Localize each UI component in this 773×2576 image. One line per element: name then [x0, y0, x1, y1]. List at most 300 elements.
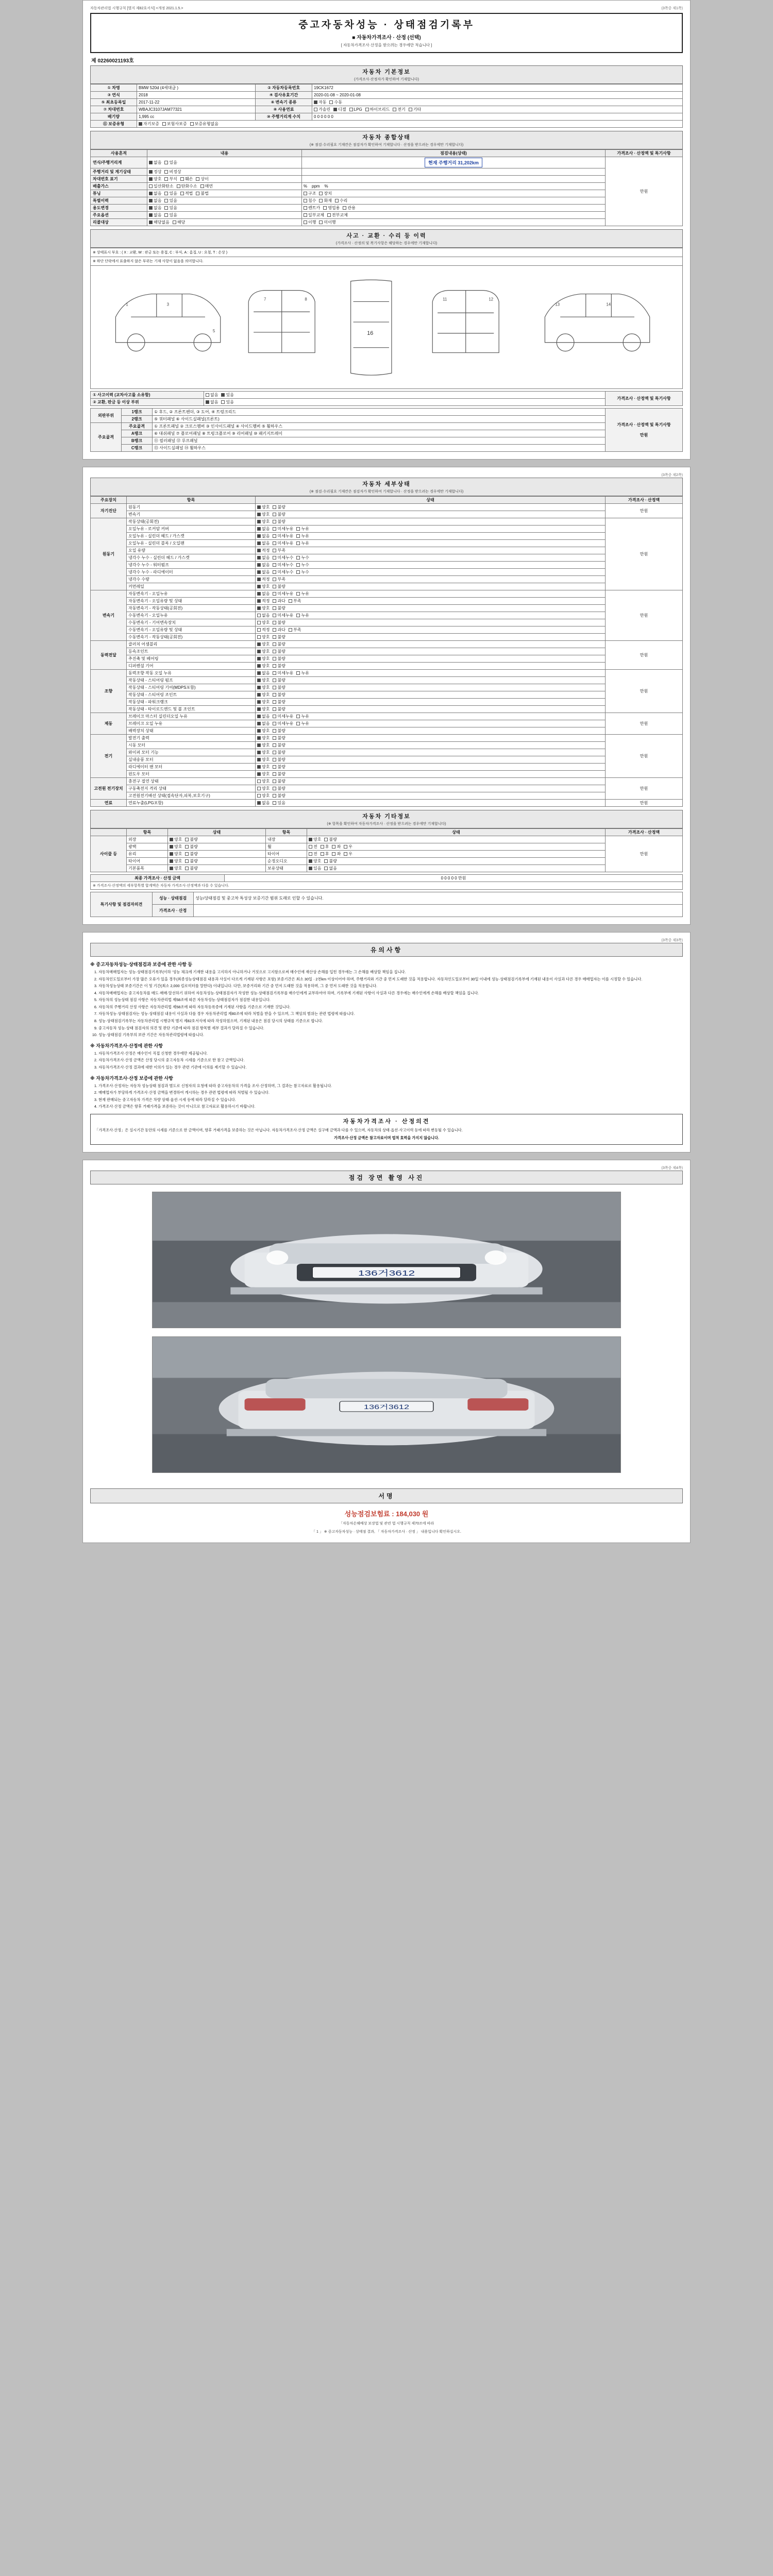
table-row [91, 504, 683, 511]
table-row [91, 598, 683, 605]
photo-front-svg [153, 1192, 620, 1328]
engine-cc-value: 1,995 cc [137, 113, 256, 121]
detail-state-3-3: 양호 불량 [256, 663, 606, 670]
total-row-6-content: 없음 있음 [147, 205, 302, 212]
emission-values: % ppm % [302, 183, 606, 190]
detail-state-1-7: 없음 미세누수 누수 [256, 569, 606, 576]
insurance-price-label: 성능점검보험료 : [344, 1510, 394, 1518]
table-row [91, 670, 683, 677]
table-row [91, 212, 683, 219]
basic-label2-2: ⑥ 변속기 종류 [256, 99, 312, 106]
usage-change-extra: 렌트카 영업용 관용 [302, 205, 606, 212]
table-row [91, 626, 683, 634]
detail-item-2-5: 수동변속기 - 오일유량 및 상태 [127, 626, 256, 634]
svg-text:11: 11 [443, 297, 447, 302]
page-title: 중고자동차성능 · 상태점검기록부 [298, 20, 475, 30]
footer-note-1: 「자동차손해배상 보장법 및 관련 법 시행규칙 제70조에 따라 [339, 1521, 434, 1526]
svg-text:1: 1 [126, 302, 128, 307]
parts-price-cell: 가격조사 · 산정액 및 특기사항 만원 [606, 409, 683, 452]
detail-item-1-0: 작동상태(공회전) [127, 518, 256, 526]
basic-value2-1: 2020-01-08 ~ 2020-01-08 [312, 92, 683, 99]
notice-list-3 [90, 1083, 683, 1110]
detail-item-6-0: 발전기 출력 [127, 735, 256, 742]
photo-rear-svg [153, 1337, 620, 1472]
basic-value-0: BMW 520d (4세대급 ) [137, 84, 256, 92]
table-row [91, 851, 683, 858]
table-row [91, 735, 683, 742]
detail-item-4-3: 작동상태 - 스티어링 조인트 [127, 691, 256, 699]
detail-group-8: 연료 [91, 800, 127, 807]
total-head-1: 내용 [147, 150, 302, 157]
parts-outer-label: 외판부위 [91, 409, 122, 423]
detail-state-0-0: 양호 불량 [256, 504, 606, 511]
table-row [91, 742, 683, 749]
accident-row-value-1: 없음 있음 [204, 399, 606, 406]
detail-item-4-4: 작동상태 - 파워크랭크 [127, 699, 256, 706]
total-row-5-content: 없음 있음 [147, 197, 302, 205]
parts-rank-table [90, 408, 683, 452]
detail-item-7-2: 고전원전기배선 상태(접속단자,피복,보호기구) [127, 792, 256, 800]
total-condition-table [90, 149, 683, 226]
list-item: 1. 가격조사·산정자는 자동차 성능상태 점검과 별도로 신청자의 요청에 따라 중고자동차의 가격을 조사·산정하며, 그 결과는 참고자료로 활용됩니다. [98, 1083, 683, 1089]
detail-state-1-0: 양호 불량 [256, 518, 606, 526]
parts-rank-1: 2랭크 [122, 416, 153, 423]
detail-item-2-1: 자동변속기 - 오일유량 및 상태 [127, 598, 256, 605]
detail-state-5-2: 양호 불량 [256, 727, 606, 735]
warranty-label: ⑪ 보증유형 [91, 121, 137, 128]
detail-state-3-0: 양호 불량 [256, 641, 606, 648]
detail-item-6-3: 실내송풍 모터 [127, 756, 256, 764]
detail-state-3-2: 양호 불량 [256, 655, 606, 663]
table-row [91, 684, 683, 691]
detail-state-2-5: 적정 과다 부족 [256, 626, 606, 634]
detail-item-1-4: 오일 유량 [127, 547, 256, 554]
etc-side-label: 사이클 등 [91, 836, 127, 872]
recall-extra: 이행 미이행 [302, 219, 606, 226]
table-row [91, 157, 683, 168]
notice-section-2-title: ※ 자동차가격조사·산정에 관한 사항 [90, 1043, 163, 1048]
total-head-3: 가격조사 · 산정액 및 특기사항 [606, 150, 683, 157]
total-row-2-title: 차대번호 표기 [91, 176, 147, 183]
list-item: 7. 자동차성능·상태점검자는 성능·상태점검 내용이 사실과 다를 경우 자동차관리법 제80조에 따라 처벌을 받을 수 있으며, 그 책임의 범위는 관련 법령에 따릅니다. [98, 1011, 683, 1017]
total-row-2-content: 양호 부식 훼손 상이 [147, 176, 302, 183]
table-row [91, 756, 683, 764]
parts-items-2: ① 프론트패널 ② 크로스멤버 ③ 인사이드패널 ④ 사이드멤버 ⑤ 휠하우스 [153, 423, 606, 430]
detail-group-7: 고전원 전기장치 [91, 778, 127, 800]
table-row [91, 749, 683, 756]
detail-head-2: 상태 [256, 497, 606, 504]
basic-label2-0: ② 자동차등록번호 [256, 84, 312, 92]
detail-group-5: 제동 [91, 713, 127, 735]
svg-text:16: 16 [367, 330, 374, 336]
basic-info-table [90, 84, 683, 128]
total-row-3-title: 배출가스 [91, 183, 147, 190]
detail-state-4-5: 양호 불량 [256, 706, 606, 713]
total-row-0-title: 연식/주행거리계 [91, 157, 147, 168]
document-title-box [90, 13, 683, 53]
table-row [91, 219, 683, 226]
table-row [91, 648, 683, 655]
table-row [91, 706, 683, 713]
list-item: 9. 중고자동차 성능·상태 점검자의 의견 및 판단 기준에 따라 점검 항목별 세부 결과가 달라질 수 있습니다. [98, 1026, 683, 1031]
sign-band: 서명 [90, 1488, 683, 1503]
detail-group-6: 전기 [91, 735, 127, 778]
table-row [91, 634, 683, 641]
basic-value2-0: 19CK1672 [312, 84, 683, 92]
table-row [91, 205, 683, 212]
detail-item-1-9: 커먼레일 [127, 583, 256, 590]
detail-state-8-0: 없음 있음 [256, 800, 606, 807]
document-subnote: [ 자동차가격조사·산정을 받으려는 경우에만 적습니다 ] [341, 43, 432, 47]
basic-label2-1: ④ 검사유효기간 [256, 92, 312, 99]
basic-value-2: 2017-11-22 [137, 99, 256, 106]
table-row [91, 190, 683, 197]
detail-price-5: 만원 [606, 713, 683, 735]
list-item: 2. 자동차가격조사·산정 금액은 산정 당시의 중고자동차 시세를 기준으로 한 참고 금액입니다. [98, 1058, 683, 1063]
table-row [91, 720, 683, 727]
parts-rank-5: C랭크 [122, 445, 153, 452]
total-row-4-title: 튜닝 [91, 190, 147, 197]
table-row [91, 691, 683, 699]
special-note-table [90, 892, 683, 917]
etc-head-1b: 상태 [307, 829, 606, 836]
svg-text:5: 5 [212, 328, 215, 333]
detail-head-0: 주요장치 [91, 497, 127, 504]
detail-state-4-0: 없음 미세누유 누유 [256, 670, 606, 677]
table-row [91, 605, 683, 612]
table-row [91, 764, 683, 771]
detail-item-1-7: 냉각수 누수 - 라디에이터 [127, 569, 256, 576]
detail-price-7: 만원 [606, 778, 683, 800]
parts-rank-2: 주요골격 [122, 423, 153, 430]
photo-rear [152, 1336, 621, 1473]
detail-item-1-3: 오일누유 - 실린더 블록 / 오일팬 [127, 540, 256, 547]
table-row [91, 176, 683, 183]
special-note-label: 특기사항 및 점검자의견 [91, 892, 153, 917]
detail-item-8-0: 연료누출(LPG포함) [127, 800, 256, 807]
detail-state-2-4: 양호 불량 [256, 619, 606, 626]
detail-price-2: 만원 [606, 590, 683, 641]
detail-item-2-0: 자동변속기 - 오일누유 [127, 590, 256, 598]
detail-item-5-0: 브레이크 마스터 실린더오일 누유 [127, 713, 256, 720]
band-sub-total: (※ 점검·수리필요 기재칸은 점검자가 확인하여 기재합니다 · 산정을 받으려는 경우에만 기재합니다) [309, 143, 464, 147]
detail-state-1-8: 적정 부족 [256, 576, 606, 583]
svg-text:3: 3 [166, 302, 169, 307]
list-item: 2. 자동차인도일로부터 가장 많은 오류가 있을 경우(최종성능상태점검 내용과 사실이 다르게 기재된 사항은 포함) 보증기간은 최소 30일 · 2천km 이상이어야 하며, 주행거리와 기간 중 먼저 도래한 것을 적용합니다. 자동차인도일로부터 30일 이내에 성능·상태점검기록부에 기재된 내용이 사실과 다른 경우 매매업자는 이를 시정할 수 있습니다. [98, 977, 683, 982]
diagram-guide-1: ※ 상태표시 부호 : ( X : 교환, W : 판금 또는 용접, C : 부식, A : 흠집, U : 요철, T : 손상 ) [90, 248, 683, 257]
detail-state-1-4: 적정 부족 [256, 547, 606, 554]
car-damage-diagram [90, 265, 683, 389]
etc-head-0: 항목 [127, 829, 168, 836]
band-sub-etc: (※ 항목을 확인하여 자동차가격조사 · 산정을 받으려는 경우에만 기재합니다) [327, 822, 446, 826]
detail-price-6: 만원 [606, 735, 683, 778]
parts-rank-3: A랭크 [122, 430, 153, 437]
detail-item-1-8: 냉각수 수량 [127, 576, 256, 583]
total-row-4-content: 없음 있음 적법 불법 [147, 190, 302, 197]
table-row [91, 540, 683, 547]
etc-item2-4: 보유상태 [266, 865, 307, 872]
basic-value-3: WBAJC3107JAM77321 [137, 106, 256, 113]
total-row-7-content: 없음 있음 [147, 212, 302, 219]
page-3 [82, 932, 691, 1153]
price-opinion-bold: 가격조사·산정 금액은 참고자료이며 법적 효력을 가지지 않습니다. [334, 1136, 439, 1141]
page-header-note [90, 6, 683, 11]
total-row-3-content: 일산화탄소 탄화수소 매연 [147, 183, 302, 190]
tuning-extra: 구조 장치 [302, 190, 606, 197]
table-row [91, 865, 683, 872]
detail-condition-table [90, 496, 683, 807]
detail-item-5-2: 배력장치 상태 [127, 727, 256, 735]
detail-item-7-1: 구동축전지 격리 상태 [127, 785, 256, 792]
parts-frame-label: 주요골격 [91, 423, 122, 452]
etc-state-0: 양호 불량 [168, 836, 266, 843]
detail-item-4-1: 작동상태 - 스티어링 펌프 [127, 677, 256, 684]
detail-group-4: 조향 [91, 670, 127, 713]
detail-price-1: 만원 [606, 518, 683, 590]
section-band-detail [90, 478, 683, 496]
etc-item-4: 기본품목 [127, 865, 168, 872]
total-row-0-content: 없음 있음 [147, 157, 302, 168]
svg-text:7: 7 [263, 297, 266, 302]
etc-item-2: 유리 [127, 851, 168, 858]
parts-items-1: ⑤ 쿼터패널 ⑥ 사이드실패널(프론트) [153, 416, 606, 423]
table-row [91, 590, 683, 598]
detail-state-2-3: 없음 미세누유 누유 [256, 612, 606, 619]
detail-item-1-2: 오일누유 - 실린더 헤드 / 가스켓 [127, 533, 256, 540]
notice-band: 유의사항 [90, 943, 683, 957]
price-opinion-box [90, 1114, 683, 1145]
etc-state2-2: 전 후 좌 우 [307, 851, 606, 858]
etc-item2-0: 내장 [266, 836, 307, 843]
detail-state-2-6: 양호 불량 [256, 634, 606, 641]
detail-price-4: 만원 [606, 670, 683, 713]
notice-section-1-title: ※ 중고자동차성능·상태점검과 보증에 관한 사항 등 [90, 962, 193, 967]
section-band-total [90, 131, 683, 149]
etc-item-3: 타이어 [127, 858, 168, 865]
detail-item-4-5: 작동상태 - 타이로드엔드 및 볼 조인트 [127, 706, 256, 713]
detail-item-6-5: 윈도우 모터 [127, 771, 256, 778]
svg-text:12: 12 [489, 297, 494, 302]
price-opinion-body: 「가격조사·산정」은 실시기간 동안의 시세를 기준으로 한 금액이며, 향후 거래가격을 보증하는 것은 아닙니다. 자동차가격조사·산정 금액은 실구매 금액과 다를 수 있으며, 자동차의 상태·옵션·사고이력 등에 따라 변동될 수 있습니다. [95, 1128, 463, 1133]
odometer-label: ⑩ 주행거리계 수치 [256, 113, 312, 121]
etc-table [90, 828, 683, 872]
accident-price-header: 가격조사 · 산정액 및 특기사항 [606, 392, 683, 406]
table-row [91, 699, 683, 706]
band-label-total: 자동차 종합상태 [362, 134, 411, 141]
photo-section [90, 1184, 683, 1488]
footer-note-2: 「 1 」 ※ 중고자동차성능 · 상태점 결과, 「 자동차가격조사 · 산정 」 내용입니다 확인하십시오. [312, 1530, 461, 1534]
band-label-basic: 자동차 기본정보 [362, 69, 411, 75]
table-row [91, 677, 683, 684]
detail-state-4-1: 양호 불량 [256, 677, 606, 684]
list-item: 1. 자동차매매업자는 성능·상태점검기록부(이하 '성능 체크에 기재한 내용을 고지하지 아니하거나 거짓으로 고지함으로써 매수인에 재산상 손해를 입힌 경우에는 그 손해를 배상할 책임을 집니다. [98, 970, 683, 975]
license-plate-front: 136거3612 [358, 1269, 415, 1278]
detail-head-1: 항목 [127, 497, 256, 504]
page-2 [82, 467, 691, 925]
warranty-options: 자기보증 보험사보증 보증유형없음 [137, 121, 683, 128]
detail-state-1-6: 없음 미세누수 누수 [256, 562, 606, 569]
page-4 [82, 1160, 691, 1543]
page3-number: (3쪽중 제3쪽) [661, 939, 683, 942]
table-row [91, 836, 683, 843]
basic-label-0: ① 차명 [91, 84, 137, 92]
detail-state-4-3: 양호 불량 [256, 691, 606, 699]
detail-state-6-5: 양호 불량 [256, 771, 606, 778]
detail-item-3-2: 추진축 및 베어링 [127, 655, 256, 663]
table-row [91, 800, 683, 807]
detail-item-2-4: 수동변속기 - 기어변속장치 [127, 619, 256, 626]
total-row-1-extra [302, 168, 606, 176]
detail-item-6-1: 시동 모터 [127, 742, 256, 749]
etc-state-3: 양호 불량 [168, 858, 266, 865]
detail-item-6-4: 라디에이터 팬 모터 [127, 764, 256, 771]
table-row [91, 792, 683, 800]
detail-item-1-1: 오일누유 - 로커암 커버 [127, 526, 256, 533]
table-row [91, 612, 683, 619]
band-label-etc: 자동차 기타정보 [362, 814, 411, 820]
table-row [91, 785, 683, 792]
list-item: 4. 자동차매매업자는 중고자동차를 매도·매매·알선하기 위하여 자동차성능·상태점검자가 작성한 성능·상태점검기록부를 매수인에게 교부하여야 하며, 기록부에 기재된 사항이 사실과 다른 경우에는 매수인에게 손해를 배상할 책임을 집니다. [98, 991, 683, 996]
etc-state2-3: 양호 불량 [307, 858, 606, 865]
transmission-options: 자동 수동 [312, 99, 683, 106]
table-row [91, 533, 683, 540]
etc-state-1: 양호 불량 [168, 843, 266, 851]
detail-state-1-3: 없음 미세누유 누유 [256, 540, 606, 547]
notice-list-1 [90, 970, 683, 1038]
table-row [91, 858, 683, 865]
detail-item-5-1: 브레이크 오일 누유 [127, 720, 256, 727]
detail-state-4-2: 양호 불량 [256, 684, 606, 691]
etc-state2-1: 전 후 좌 우 [307, 843, 606, 851]
total-row-2-extra [302, 176, 606, 183]
total-head-2: 점검내용(상태) [302, 150, 606, 157]
etc-item-1: 광택 [127, 843, 168, 851]
page3-header-note [90, 938, 683, 943]
table-row [91, 168, 683, 176]
section-band-basic [90, 65, 683, 84]
accident-row-value-0: 없음 있음 [204, 392, 606, 399]
detail-head-3: 가격조사 · 산정액 [606, 497, 683, 504]
option-extra: 일부교체 전부교체 [302, 212, 606, 219]
list-item: 3. 현재 판매되는 중고자동차 가격은 차량 상태·옵션·시세 등에 따라 달라질 수 있습니다. [98, 1097, 683, 1103]
table-row [91, 197, 683, 205]
etc-state2-0: 양호 불량 [307, 836, 606, 843]
etc-item2-3: 순정오디오 [266, 858, 307, 865]
list-item: 1. 자동차가격조사·산정은 매수인이 직접 신청한 경우에만 제공됩니다. [98, 1051, 683, 1057]
table-row [91, 511, 683, 518]
list-item: 5. 자동차의 성능상태 점검 사항은 자동차관리법 제58조에 따른 자동차성능·상태점검자가 점검한 내용입니다. [98, 997, 683, 1003]
final-price-label: 최종 가격조사 · 산정 금액 [91, 875, 225, 882]
detail-price-0: 만원 [606, 504, 683, 518]
page2-header-note [90, 472, 683, 478]
list-item: 3. 자동차성능상태 보증기간은 이 및 기간(최소 2,000 킬로미터를 말한다) 이내입니다. 다만, 보증거리와 기간 중 먼저 도래한 것을 적용하며, 그 중 먼저 도래한 것을 적용합니다. [98, 984, 683, 989]
page4-number: (3쪽중 제4쪽) [661, 1166, 683, 1170]
detail-state-6-2: 양호 불량 [256, 749, 606, 756]
detail-group-0: 자기진단 [91, 504, 127, 518]
band-label-accident: 사고 · 교환 · 수리 등 이력 [346, 233, 427, 239]
accident-row-label-1: ② 교환, 판금 등 이상 부위 [91, 399, 204, 406]
form-reference: 자동차관리법 시행규칙 [별지 제82호서식] <개정 2021.1.5.> [90, 7, 183, 10]
detail-item-6-2: 와이퍼 모터 기능 [127, 749, 256, 756]
table-row [91, 518, 683, 526]
table-row [91, 183, 683, 190]
detail-state-6-3: 양호 불량 [256, 756, 606, 764]
fuel-options: 가솔린 디젤 LPG 하이브리드 전기 기타 [312, 106, 683, 113]
document-subtitle: ■ 자동차가격조사 · 산정 (선택) [352, 35, 421, 41]
page-1 [82, 0, 691, 460]
page2-number: (3쪽중 제2쪽) [661, 473, 683, 477]
document-number: 제 02260021193호 [91, 58, 134, 64]
detail-item-1-5: 냉각수 누수 - 실린더 헤드 / 가스켓 [127, 554, 256, 562]
diagram-guide-2: ※ 하단 단락에서 표출하지 않은 부위는 기재 사항이 없음을 의미합니다. [90, 257, 683, 265]
detail-state-2-2: 양호 불량 [256, 605, 606, 612]
detail-state-7-0: 양호 불량 [256, 778, 606, 785]
svg-text:13: 13 [555, 302, 560, 307]
table-row [91, 619, 683, 626]
page-number: (3쪽중 제1쪽) [661, 7, 683, 10]
etc-head-1: 상태 [168, 829, 266, 836]
photo-band: 점검 장면 촬영 사진 [90, 1171, 683, 1184]
table-row [91, 562, 683, 569]
notice-list-2 [90, 1051, 683, 1071]
table-row [91, 641, 683, 648]
basic-label-2: ⑤ 최초등록일 [91, 99, 137, 106]
detail-item-2-6: 수동변속기 - 작동상태(공회전) [127, 634, 256, 641]
detail-state-3-1: 양호 불량 [256, 648, 606, 655]
detail-state-2-0: 없음 미세누유 누유 [256, 590, 606, 598]
table-row [91, 526, 683, 533]
engine-cc-label: 배기량 [91, 113, 137, 121]
detail-item-7-0: 충전구 절연 상태 [127, 778, 256, 785]
table-row [91, 663, 683, 670]
detail-item-1-6: 냉각수 누수 - 워터펌프 [127, 562, 256, 569]
parts-rank-0: 1랭크 [122, 409, 153, 416]
table-row [91, 771, 683, 778]
total-row-8-content: 해당없음 해당 [147, 219, 302, 226]
detail-state-1-9: 양호 불량 [256, 583, 606, 590]
list-item: 2. 매매업자가 부당하게 가격조사·산정 금액을 변경하여 게시하는 경우 관련 법령에 따라 처벌될 수 있습니다. [98, 1090, 683, 1096]
etc-state2-4: 있음 없음 [307, 865, 606, 872]
detail-price-8: 만원 [606, 800, 683, 807]
detail-item-4-2: 작동상태 - 스티어링 기어(MDPS포함) [127, 684, 256, 691]
accident-summary-table [90, 391, 683, 406]
list-item: 10. 성능·상태점검 기록부의 보관 기간은 자동차관리법령에 따릅니다. [98, 1032, 683, 1038]
band-sub-detail: (※ 점검·수리필요 기재칸은 점검자가 확인하여 기재합니다 · 산정을 받으려는 경우에만 기재합니다) [309, 490, 464, 494]
etc-item-0: 외장 [127, 836, 168, 843]
detail-item-3-0: 클러치 어셈블리 [127, 641, 256, 648]
detail-state-1-5: 없음 미세누수 누수 [256, 554, 606, 562]
table-row [91, 727, 683, 735]
band-sub-accident: (가격조사 · 산정의 및 복기사항은 해당하는 경우에만 기재합니다) [335, 242, 438, 245]
detail-group-2: 변속기 [91, 590, 127, 641]
table-row [91, 655, 683, 663]
detail-group-3: 동력전달 [91, 641, 127, 670]
detail-item-3-1: 등속조인트 [127, 648, 256, 655]
basic-value-1: 2018 [137, 92, 256, 99]
page4-header-note [90, 1165, 683, 1171]
special-note-value2 [194, 905, 683, 917]
detail-item-2-3: 수동변속기 - 오일누유 [127, 612, 256, 619]
band-label-detail: 자동차 세부상태 [362, 481, 411, 487]
final-price-value: 0 0 0 0 0 만원 [225, 875, 683, 882]
detail-state-7-2: 양호 불량 [256, 792, 606, 800]
list-item: 4. 가격조사·산정 금액은 향후 거래가격을 보증하는 것이 아니므로 참고자료로 활용하시기 바랍니다. [98, 1104, 683, 1110]
detail-state-0-1: 양호 불량 [256, 511, 606, 518]
photo-front [152, 1192, 621, 1328]
parts-items-3: ⑥ 대쉬패널 ⑦ 플로어패널 ⑧ 트렁크플로어 ⑨ 리어패널 ⑩ 패키지트레이 [153, 430, 606, 437]
car-diagram-svg [91, 266, 682, 388]
special-note-value: 성능/상태점검 및 중고차 특성상 보증기간 범위 도래로 인할 수 있습니다. [194, 892, 683, 905]
